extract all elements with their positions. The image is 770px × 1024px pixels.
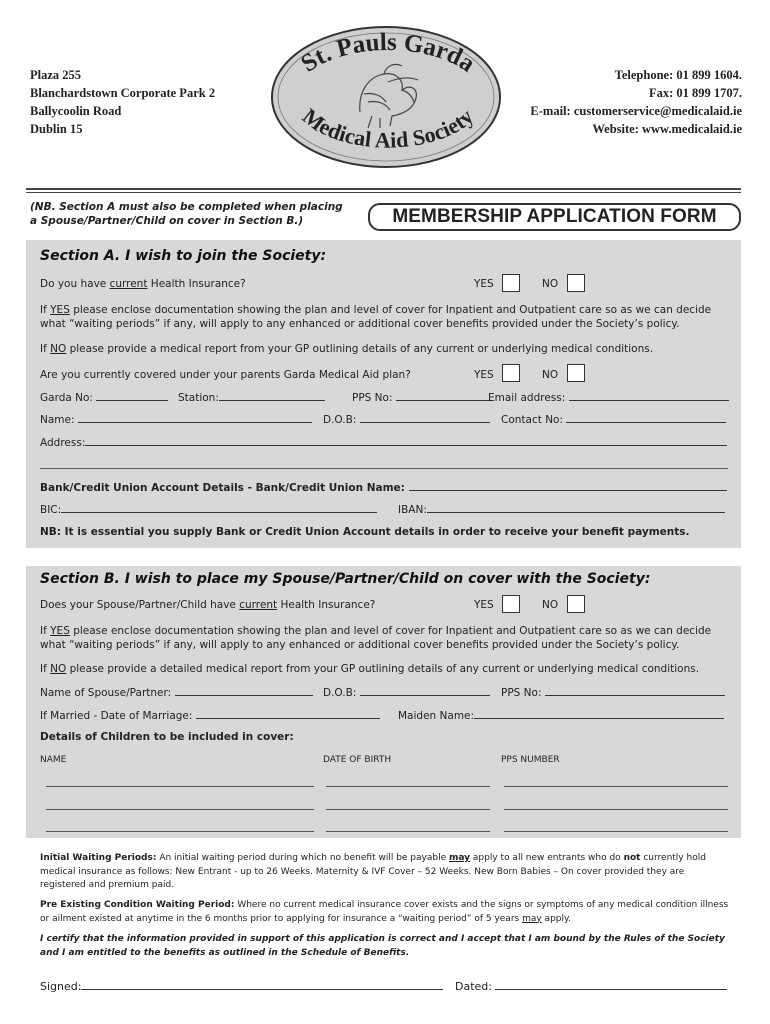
pre-existing-condition-period: Pre Existing Condition Waiting Period: Where no current medical insurance cover exists and the signs or symptoms of any medical condition illness or ailment existed at anytime in the 6 months prior to applying for insurance a “waiting period” of 5 years may apply.	[40, 900, 729, 924]
garda-no-field[interactable]: Garda No:	[40, 391, 168, 404]
dependant-no-checkbox[interactable]	[567, 595, 585, 613]
address-line: Dublin 15	[30, 122, 83, 136]
child-pps-line[interactable]	[504, 831, 728, 832]
parents-no-checkbox[interactable]	[567, 364, 585, 382]
if-no-instructions: If NO please provide a detailed medical report from your GP outlining details of any current or underlying medical conditions.	[40, 663, 700, 675]
spouse-dob-field[interactable]: D.O.B:	[323, 686, 490, 699]
address-field[interactable]: Address:	[40, 436, 727, 449]
website-link[interactable]: Website: www.medicalaid.ie	[592, 122, 742, 136]
child-pps-line[interactable]	[504, 786, 728, 787]
question-dependant-insurance: Does your Spouse/Partner/Child have current Health Insurance?	[40, 599, 376, 611]
logo-bottom-text: Medical Aid Society	[297, 103, 479, 153]
address-line: Ballycoolin Road	[30, 104, 122, 118]
dob-field[interactable]: D.O.B:	[323, 413, 490, 426]
child-pps-line[interactable]	[504, 809, 728, 810]
question-parents-plan: Are you currently covered under your parents Garda Medical Aid plan?	[40, 369, 411, 381]
column-header-dob: DATE OF BIRTH	[323, 755, 392, 765]
child-name-line[interactable]	[46, 786, 314, 787]
logo-top-text: St. Pauls Garda	[296, 28, 480, 78]
header-divider-thin	[26, 192, 741, 193]
yes-label: YES	[474, 369, 494, 381]
section-b-title: Section B. I wish to place my Spouse/Partner/Child on cover with the Society:	[40, 571, 651, 587]
no-label: NO	[542, 599, 559, 611]
child-dob-line[interactable]	[326, 786, 490, 787]
marriage-date-field[interactable]: If Married - Date of Marriage:	[40, 709, 380, 722]
maiden-name-field[interactable]: Maiden Name:	[398, 709, 724, 722]
society-contact	[530, 66, 742, 138]
bank-name-field[interactable]: Bank/Credit Union Account Details - Bank/Credit Union Name:	[40, 481, 727, 494]
column-header-pps: PPS NUMBER	[501, 755, 560, 765]
question-current-insurance: Do you have current Health Insurance?	[40, 278, 246, 290]
section-a	[26, 240, 741, 548]
no-checkbox[interactable]	[567, 274, 585, 292]
no-label: NO	[542, 278, 559, 290]
society-logo	[268, 22, 504, 172]
email-field[interactable]: Email address:	[488, 391, 729, 404]
society-address	[30, 66, 215, 138]
no-label: NO	[542, 369, 559, 381]
pps-no-field[interactable]: PPS No:	[352, 391, 492, 404]
form-title: MEMBERSHIP APPLICATION FORM	[368, 203, 741, 231]
yes-label: YES	[474, 278, 494, 290]
name-field[interactable]: Name:	[40, 413, 312, 426]
child-dob-line[interactable]	[326, 831, 490, 832]
certification-statement: I certify that the information provided in support of this application is correct and I accept that I am bound by the Rules of the Society and I am entitled to the benefits as outlined in the Schedule of Benefits.	[40, 934, 725, 958]
section-note: (NB. Section A must also be completed when placing a Spouse/Partner/Child on cover in Section B.)	[30, 201, 343, 227]
signature-field[interactable]: Signed:	[40, 980, 443, 993]
spouse-name-field[interactable]: Name of Spouse/Partner:	[40, 686, 313, 699]
child-name-line[interactable]	[46, 831, 314, 832]
if-no-instructions: If NO please provide a medical report from your GP outlining details of any current or underlying medical conditions.	[40, 343, 654, 355]
address-line-2[interactable]	[40, 468, 728, 469]
telephone: Telephone: 01 899 1604.	[614, 68, 742, 82]
address-line: Blanchardstown Corporate Park 2	[30, 86, 216, 100]
child-dob-line[interactable]	[326, 809, 490, 810]
section-a-title: Section A. I wish to join the Society:	[40, 248, 327, 264]
children-details-label: Details of Children to be included in cover:	[40, 731, 294, 743]
dependant-yes-checkbox[interactable]	[502, 595, 520, 613]
spouse-pps-field[interactable]: PPS No:	[501, 686, 725, 699]
bank-details-notice: NB: It is essential you supply Bank or Credit Union Account details in order to receive your benefit payments.	[40, 526, 690, 538]
initial-waiting-periods: Initial Waiting Periods: An initial waiting period during which no benefit will be payable may apply to all new entrants who do not currently hold medical insurance as follows: New Entrant - up to 26 Weeks. Maternity & IVF Cover – 52 Weeks. New Born Babies – On cover provided they are registered and premium paid.	[40, 853, 706, 890]
parents-yes-checkbox[interactable]	[502, 364, 520, 382]
if-yes-instructions: If YES please enclose documentation showing the plan and level of cover for Inpatient and Outpatient care so as we can decide what “waiting periods” if any, will apply to any enhanced or additional cover benefits provided under the Society’s policy.	[40, 304, 712, 330]
contact-no-field[interactable]: Contact No:	[501, 413, 726, 426]
address-line: Plaza 255	[30, 68, 82, 82]
station-field[interactable]: Station:	[178, 391, 325, 404]
header-divider	[26, 188, 741, 190]
child-name-line[interactable]	[46, 809, 314, 810]
date-field[interactable]: Dated:	[455, 980, 727, 993]
fax: Fax: 01 899 1707.	[648, 86, 742, 100]
section-b	[26, 566, 741, 838]
column-header-name: NAME	[40, 755, 67, 765]
iban-field[interactable]: IBAN:	[398, 503, 725, 516]
yes-checkbox[interactable]	[502, 274, 520, 292]
if-yes-instructions: If YES please enclose documentation showing the plan and level of cover for Inpatient and Outpatient care so as we can decide what “waiting periods” if any, will apply to any enhanced or additional cover benefits provided under the Society’s policy.	[40, 625, 712, 651]
yes-label: YES	[474, 599, 494, 611]
bic-field[interactable]: BIC:	[40, 503, 377, 516]
email-link[interactable]: E-mail: customerservice@medicalaid.ie	[530, 104, 742, 118]
